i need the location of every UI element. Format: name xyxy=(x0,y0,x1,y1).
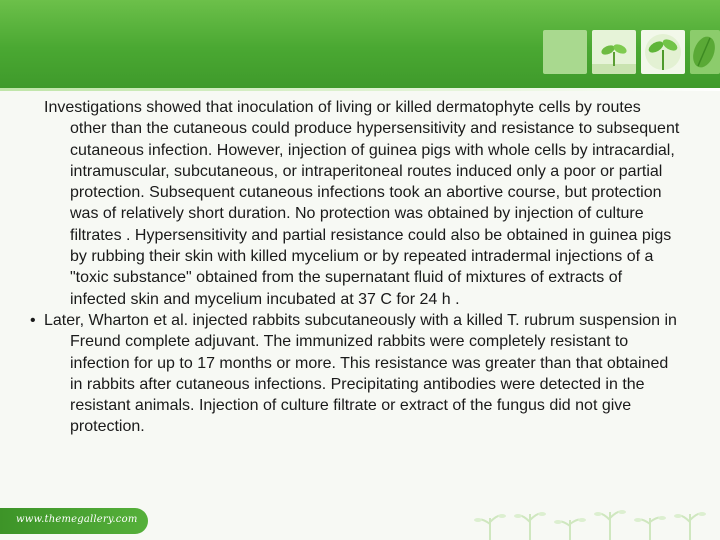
footer-website: www.themegallery.com xyxy=(16,514,138,525)
sprout-icon xyxy=(592,30,636,74)
header-tile-plain xyxy=(543,30,587,74)
leaf-icon xyxy=(690,30,720,74)
slide-body xyxy=(30,97,680,438)
footer xyxy=(0,504,720,540)
paragraph-wharton-text: Later, Wharton et al. injected rabbits subcutaneously with a killed T. rubrum suspension in Freund complete adjuvant. The immunized rabbits were completely resistant to infection for up to 17 months or more. This resistance was greater than that obtained in rabbits after cutaneous infections. Precipitating antibodies were detected in the resistant animals. Injection of culture filtrate or extract of the fungus did not give protection. xyxy=(44,311,677,436)
paragraph-wharton xyxy=(30,310,680,438)
paragraph-investigations: Investigations showed that inoculation of living or killed dermatophyte cells by routes other than the cutaneous could produce hypersensitivity and resistance to subsequent cutaneous infection. However, injection of guinea pigs with whole cells by intracardial, intramuscular, subcutaneous, or intraperitoneal routes induced only a poor or partial protection. Subsequent cutaneous infections took an abortive course, but protection was of relatively short duration. No protection was obtained by injection of culture filtrates . Hypersensitivity and partial resistance could also be obtained in guinea pigs by rubbing their skin with killed mycelium or by repeated intradermal injections of a "toxic substance" obtained from the supernatant fluid of mixtures of extracts of infected skin and mycelium incubated at 37 C for 24 h . xyxy=(44,99,680,308)
header-divider xyxy=(0,88,720,91)
plant-silhouette-decoration xyxy=(470,504,720,540)
bullet-marker: • xyxy=(30,311,36,329)
seedling-icon xyxy=(641,30,685,74)
